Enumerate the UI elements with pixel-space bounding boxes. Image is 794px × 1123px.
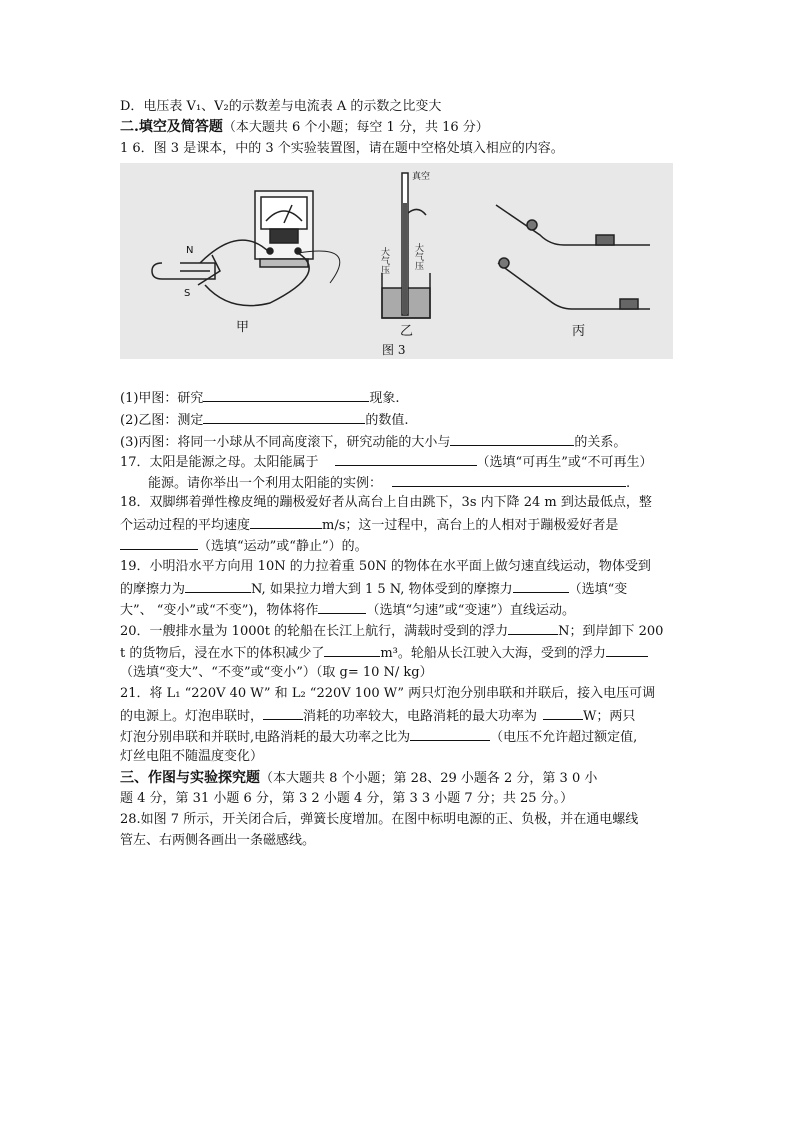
section-2-title: 二.填空及简答题	[120, 119, 223, 135]
label-yi: 乙	[400, 324, 414, 339]
label-atm-left: 大气压	[379, 247, 389, 274]
q19-l2-mid: N, 如果拉力增大到 1 5 N, 物体受到的摩擦力	[251, 582, 513, 597]
q19-l3-pre: 大”、 “变小”或“不变”)，物体将作	[120, 603, 319, 618]
q21-l3-pre: 灯泡分别串联和并联时,电路消耗的最大功率之比为	[120, 730, 411, 745]
q21-l3-post: （电压不允许超过额定值,	[490, 730, 638, 745]
q21-line1: 21．将 L₁ “220V 40 W” 和 L₂ “220V 100 W” 两只灯泡分别串联和并联后，接入电压可调	[120, 686, 656, 701]
q28-line1: 28.如图 7 所示，开关闭合后，弹簧长度增加。在图中标明电源的正、负极，并在通电螺线	[120, 812, 639, 827]
q21-line4: 灯丝电阻不随温度变化）	[120, 749, 264, 764]
q18-blank2[interactable]	[120, 536, 198, 550]
q16-a-pre: (1)甲图：研究	[120, 391, 204, 406]
q16-b	[120, 410, 409, 430]
q19-blank1[interactable]	[185, 579, 251, 593]
q21-l2-post: W；两只	[583, 709, 636, 724]
q18-blank1[interactable]	[250, 515, 322, 529]
q28-line2: 管左、右两侧各画出一条磁感线。	[120, 833, 316, 848]
q20-line3: （选填“变大”、“不变”或“变小”）（取 g= 10 N/ kg）	[120, 665, 433, 680]
q19-line2	[120, 579, 627, 599]
ramp-setup	[496, 205, 650, 309]
galvanometer-setup	[152, 191, 340, 306]
section-2-desc: （本大题共 6 个小题；每空 1 分，共 16 分）	[222, 120, 489, 135]
section-3-desc2: 题 4 分，第 31 小题 6 分，第 3 2 小题 4 分，第 3 3 小题 7 分；共 25 分。）	[120, 791, 574, 806]
q21-line3	[120, 727, 637, 747]
q16-b-blank[interactable]	[203, 410, 365, 424]
q16-a-post: 现象.	[369, 391, 400, 406]
q16-stem: 1 6．图 3 是课本，中的 3 个实验装置图，请在题中空格处填入相应的内容。	[120, 141, 564, 156]
figure-3	[120, 163, 673, 359]
q17-l2-pre: 能源。请你举出一个利用太阳能的实例：	[148, 476, 383, 491]
section-3-desc1: （本大题共 8 个小题；第 28、29 小题各 2 分，第 3 0 小	[260, 771, 598, 786]
q18-line1: 18．双脚绑着弹性橡皮绳的蹦极爱好者从高台上自由跳下，3s 内下降 24 m 到达最低点，整	[120, 495, 652, 510]
label-vacuum: 真空	[412, 172, 431, 182]
q21-l2-pre: 的电源上。灯泡串联时，	[120, 709, 264, 724]
section-3-title: 三、作图与实验探究题	[120, 770, 260, 786]
q20-l1-post: N；到岸卸下 200	[558, 624, 664, 639]
section-2-heading	[120, 118, 489, 137]
q19-l3-post: （选填“匀速”或“变速”）直线运动。	[366, 603, 576, 618]
q20-l1-pre: 20．一艘排水量为 1000t 的轮船在长江上航行，满载时受到的浮力	[120, 624, 509, 639]
q17-l2-post: .	[626, 476, 631, 491]
label-jia: 甲	[236, 320, 250, 335]
q20-l2-mid: m³。轮船从长江驶入大海，受到的浮力	[380, 646, 606, 661]
q19-line1: 19．小明沿水平方向用 10N 的力拉着重 50N 的物体在水平面上做匀速直线运动，物体受到	[120, 559, 651, 574]
q18-l2-pre: 个运动过程的平均速度	[120, 518, 251, 533]
q17-line2	[148, 473, 630, 493]
q20-blank3[interactable]	[606, 643, 648, 657]
q16-c	[120, 432, 626, 452]
q18-line2	[120, 515, 618, 535]
q21-l2-mid: 消耗的功率较大，电路消耗的最大功率为	[303, 709, 538, 724]
q21-blank3[interactable]	[410, 727, 490, 741]
q19-blank2[interactable]	[513, 579, 569, 593]
label-n: N	[186, 245, 194, 256]
q16-a	[120, 388, 400, 408]
q17-blank2[interactable]	[392, 473, 626, 487]
q20-line1	[120, 621, 663, 641]
q19-l2-post: （选填“变	[568, 582, 628, 597]
q19-blank3[interactable]	[318, 600, 366, 614]
section-3-heading	[120, 769, 597, 788]
q21-blank2[interactable]	[543, 706, 583, 720]
q20-line2	[120, 643, 648, 663]
q18-l3-post: （选填“运动”或“静止”）的。	[198, 539, 368, 554]
q16-b-post: 的数值.	[365, 413, 409, 428]
q16-a-blank[interactable]	[203, 388, 369, 402]
q20-blank1[interactable]	[508, 621, 558, 635]
q20-l2-pre: t 的货物后，浸在水下的体积减少了	[120, 646, 325, 661]
q16-c-pre: (3)丙图：将同一小球从不同高度滚下，研究动能的大小与	[120, 435, 451, 450]
q16-c-post: 的关系。	[574, 435, 627, 450]
option-d: D．电压表 V₁、V₂的示数差与电流表 A 的示数之比变大	[120, 99, 442, 114]
q17-l1-pre: 17．太阳是能源之母。太阳能属于	[120, 455, 319, 470]
label-s: S	[184, 288, 191, 299]
q18-line3	[120, 536, 368, 556]
q16-b-pre: (2)乙图：测定	[120, 413, 204, 428]
label-atm-right: 大气压	[413, 243, 423, 270]
q19-l2-pre: 的摩擦力为	[120, 582, 186, 597]
q18-l2-post: m/s；这一过程中，高台上的人相对于蹦极爱好者是	[322, 518, 619, 533]
q17-line1	[120, 452, 653, 472]
figure-3-drawing	[120, 163, 673, 359]
q20-blank2[interactable]	[324, 643, 380, 657]
q19-line3	[120, 600, 575, 620]
q21-blank1[interactable]	[263, 706, 303, 720]
q17-l1-post: （选填“可再生”或“不可再生）	[476, 455, 653, 470]
label-bing: 丙	[572, 324, 586, 339]
q17-blank1[interactable]	[335, 452, 477, 466]
figure-caption: 图 3	[382, 343, 406, 357]
q16-c-blank[interactable]	[450, 432, 574, 446]
q21-line2	[120, 706, 635, 726]
